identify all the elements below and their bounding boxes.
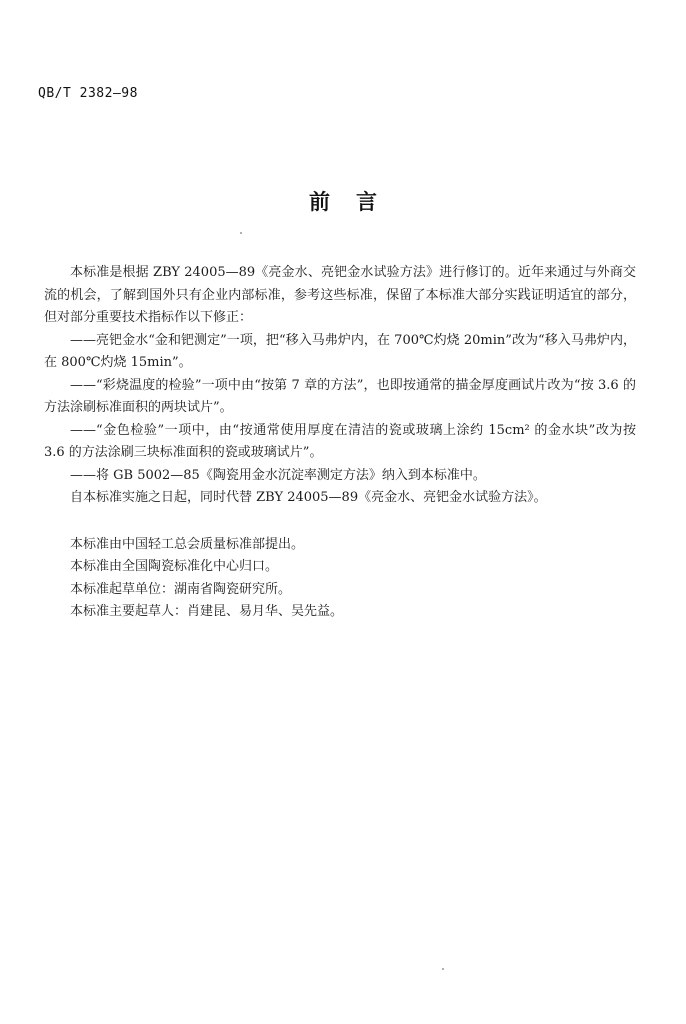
- scan-speck: [240, 232, 242, 234]
- revision-item-1: ——亮钯金水“金和钯测定”一项，把“移入马弗炉内，在 700℃灼烧 20min”改为“移入马弗炉内，在 800℃灼烧 15min”。: [44, 332, 636, 370]
- credit-proposer: 本标准由中国轻工总会质量标准部提出。: [70, 536, 305, 552]
- credit-drafters: 本标准主要起草人：肖建昆、易月华、吴先益。: [70, 604, 344, 619]
- page-title: 前言: [309, 190, 403, 214]
- scan-speck: [442, 968, 444, 970]
- revision-item-2: ——“彩烧温度的检验”一项中由“按第 7 章的方法”，也即按通常的描金厚度画试片改为“按 3.6 的方法涂刷标准面积的两块试片”。: [44, 377, 636, 415]
- credit-drafting-unit: 本标准起草单位：湖南省陶瓷研究所。: [70, 581, 292, 597]
- section-gap: [44, 510, 636, 534]
- standard-number: QB/T 2382—98: [38, 86, 138, 101]
- foreword-body: [44, 262, 636, 624]
- revision-item-3: ——“金色检验”一项中，由“按通常使用厚度在清洁的瓷或玻璃上涂约 15cm² 的金水块”改为按 3.6 的方法涂刷三块标准面积的瓷或玻璃试片”。: [44, 422, 636, 460]
- replacement-statement: 自本标准实施之日起，同时代替 ZBY 24005—89《亮金水、亮钯金水试验方法》。: [70, 490, 547, 505]
- credit-centralized: 本标准由全国陶瓷标准化中心归口。: [70, 559, 279, 574]
- revision-item-4: ——将 GB 5002—85《陶瓷用金水沉淀率测定方法》纳入到本标准中。: [70, 467, 486, 483]
- intro-paragraph: 本标准是根据 ZBY 24005—89《亮金水、亮钯金水试验方法》进行修订的。近年来通过与外商交流的机会，了解到国外只有企业内部标准，参考这些标准，保留了本标准大部分实践证明适宜的部分，但对部分重要技术指标作以下修正：: [44, 265, 636, 325]
